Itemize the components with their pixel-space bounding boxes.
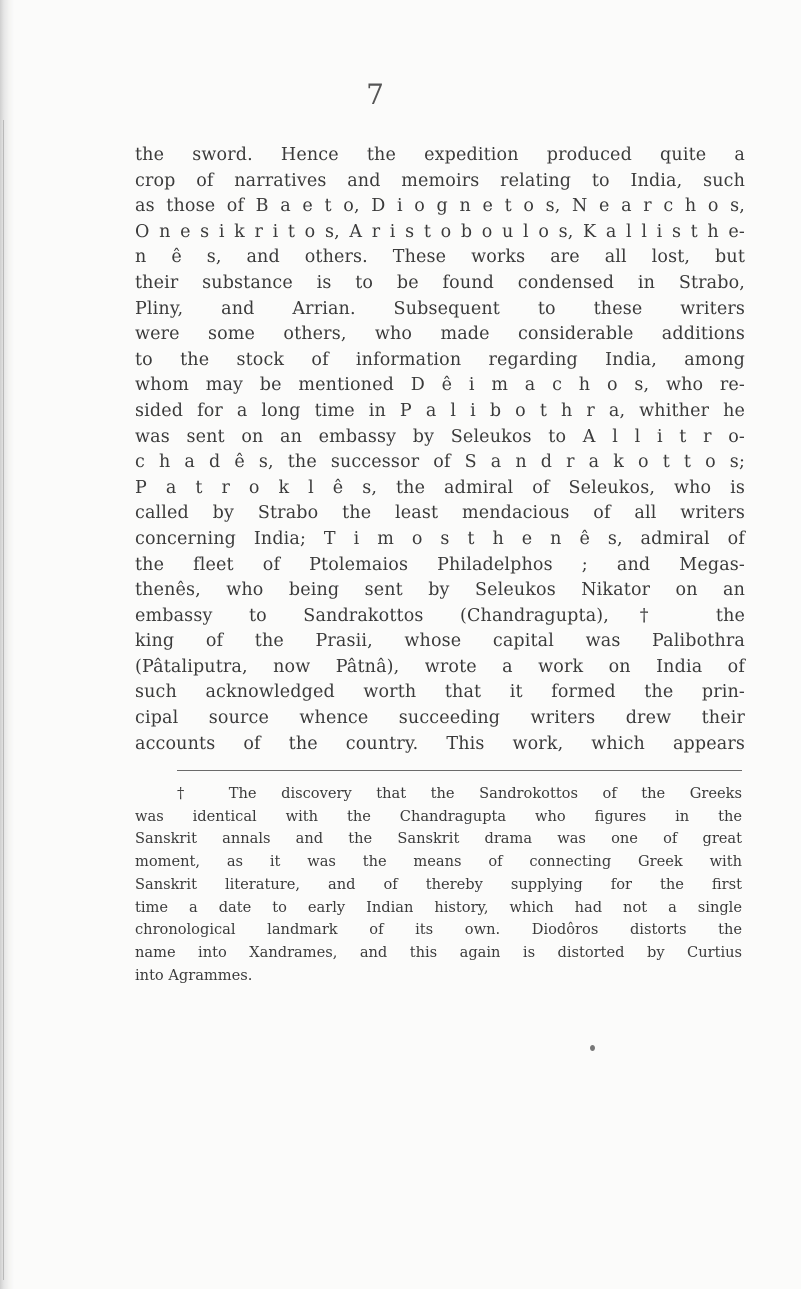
footnote-line: chronological landmark of its own. Diodôros distorts the [135,921,742,939]
text-line: accounts of the country. This work, which appears [135,733,745,754]
footnote-line: time a date to early Indian history, which had not a single [135,898,742,916]
text-line: called by Strabo the least mendacious of all writers [135,503,745,524]
footnote-line: † The discovery that the Sandrokottos of the Greeks [177,785,742,802]
footnote-line: into Agrammes. [135,966,253,984]
footnote-line: moment, as it was the means of connecting Greek with [135,853,742,871]
text-line: c h a d ê s, the successor of S a n d r a k o t t o s; [135,452,745,473]
footnote-block [135,783,742,987]
main-text-block [135,143,745,757]
text-line: concerning India; T i m o s t h e n ê s, admiral of [135,528,745,549]
text-line: were some others, who made considerable additions [135,324,745,345]
text-line: cipal source whence succeeding writers drew their [135,708,745,729]
text-line: to the stock of information regarding India, among [135,349,745,370]
text-line: was sent on an embassy by Seleukos to A l l i t r o- [135,426,745,447]
text-line: whom may be mentioned D ê i m a c h o s, who re- [135,375,745,396]
binding-edge-line [3,120,4,1280]
text-line: such acknowledged worth that it formed the prin- [135,682,745,703]
text-line: embassy to Sandrakottos (Chandragupta),† the [135,605,745,626]
footnote-line: was identical with the Chandragupta who figures in the [135,807,742,825]
text-line: crop of narratives and memoirs relating to India, such [135,170,745,191]
text-line: sided for a long time in P a l i b o t h r a, whither he [135,400,745,421]
text-line: as those of B a e t o, D i o g n e t o s, N e a r c h o s, [135,196,745,217]
text-line: Pliny, and Arrian. Subsequent to these writers [135,298,745,319]
text-line: n ê s, and others. These works are all lost, but [135,247,745,268]
text-line: their substance is to be found condensed in Strabo, [135,272,745,293]
text-line: P a t r o k l ê s, the admiral of Seleukos, who is [135,477,745,498]
text-line: thenês, who being sent by Seleukos Nikator on an [135,580,745,601]
text-line: the sword. Hence the expedition produced quite a [135,145,745,165]
footnote-line: Sanskrit literature, and of thereby supplying for the first [135,875,742,893]
page-number: 7 [366,78,384,111]
footnote-line: Sanskrit annals and the Sanskrit drama was one of great [135,830,742,848]
footnote-separator-rule [177,770,742,771]
footnote-line: name into Xandrames, and this again is distorted by Curtius [135,943,742,961]
text-line: king of the Prasii, whose capital was Palibothra [135,631,745,652]
text-line: O n e s i k r i t o s, A r i s t o b o u l o s, K a l l i s t h e- [135,221,745,242]
text-line: the fleet of Ptolemaios Philadelphos ; and Megas- [135,554,745,575]
ink-speck [590,1045,595,1051]
text-line: (Pâtaliputra, now Pâtnâ), wrote a work on India of [135,656,745,677]
